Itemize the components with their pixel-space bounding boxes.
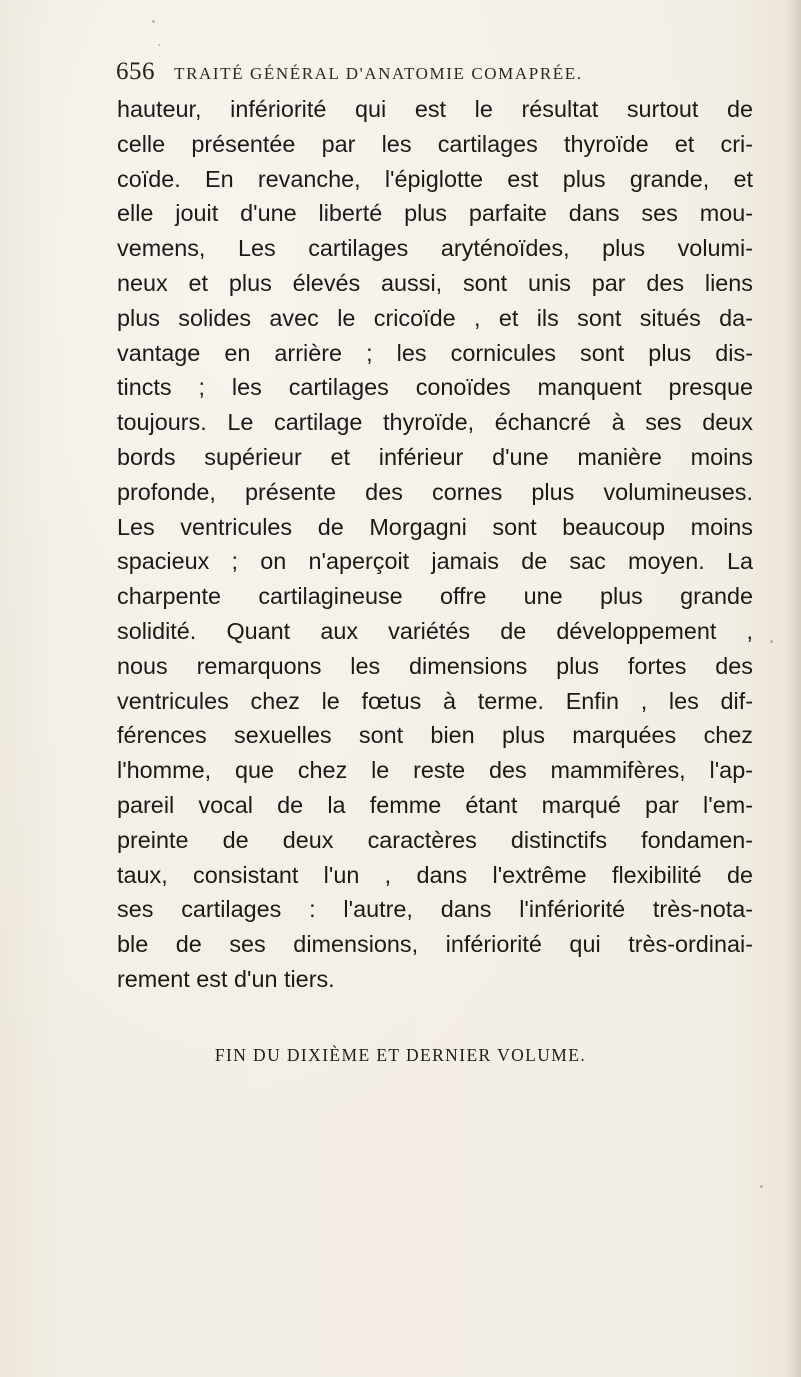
text-line: tincts ; les cartilages conoïdes manquent presque — [117, 374, 753, 401]
paper-speck — [158, 44, 160, 46]
page-edge-shadow — [787, 0, 801, 1377]
page-number: 656 — [116, 58, 155, 85]
text-line: elle jouit d'une liberté plus parfaite dans ses mou- — [117, 200, 753, 227]
text-line: Les ventricules de Morgagni sont beaucoup moins — [117, 513, 753, 540]
paper-speck — [760, 1185, 763, 1188]
text-line: l'homme, que chez le reste des mammifères, l'ap- — [117, 757, 753, 784]
paper-speck — [770, 640, 773, 643]
text-line: nous remarquons les dimensions plus fortes des — [117, 652, 753, 679]
text-line-last: rement est d'un tiers. — [117, 965, 335, 992]
text-line: solidité. Quant aux variétés de développement , — [117, 617, 753, 644]
body-paragraph — [117, 92, 753, 997]
text-line: ses cartilages : l'autre, dans l'infériorité très-nota- — [117, 896, 753, 923]
text-line: toujours. Le cartilage thyroïde, échancré à ses deux — [117, 409, 753, 436]
text-line: preinte de deux caractères distinctifs fondamen- — [117, 826, 753, 853]
text-line: ble de ses dimensions, infériorité qui très-ordinai- — [117, 931, 753, 958]
text-line: neux et plus élevés aussi, sont unis par des liens — [117, 269, 753, 296]
running-header — [116, 58, 756, 88]
text-line: ventricules chez le fœtus à terme. Enfin , les dif- — [117, 687, 753, 714]
text-line: profonde, présente des cornes plus volumineuses. — [117, 478, 753, 505]
text-line: celle présentée par les cartilages thyroïde et cri- — [117, 130, 753, 157]
text-line: pareil vocal de la femme étant marqué par l'em- — [117, 791, 753, 818]
text-line: bords supérieur et inférieur d'une manière moins — [117, 443, 753, 470]
text-line: taux, consistant l'un , dans l'extrême flexibilité de — [117, 861, 753, 888]
text-line: coïde. En revanche, l'épiglotte est plus grande, et — [117, 165, 753, 192]
text-line: plus solides avec le cricoïde , et ils sont situés da- — [117, 304, 753, 331]
text-line: vantage en arrière ; les cornicules sont plus dis- — [117, 339, 753, 366]
text-line: charpente cartilagineuse offre une plus grande — [117, 583, 753, 610]
closing-line: FIN DU DIXIÈME ET DERNIER VOLUME. — [214, 1045, 587, 1065]
running-title: TRAITÉ GÉNÉRAL D'ANATOMIE COMAPRÉE. — [174, 64, 583, 83]
paper-speck — [152, 20, 155, 23]
text-line: vemens, Les cartilages aryténoïdes, plus volumi- — [117, 235, 753, 262]
text-line: hauteur, infériorité qui est le résultat surtout de — [117, 96, 753, 122]
text-line: férences sexuelles sont bien plus marquées chez — [117, 722, 753, 749]
text-line: spacieux ; on n'aperçoit jamais de sac moyen. La — [117, 548, 753, 575]
